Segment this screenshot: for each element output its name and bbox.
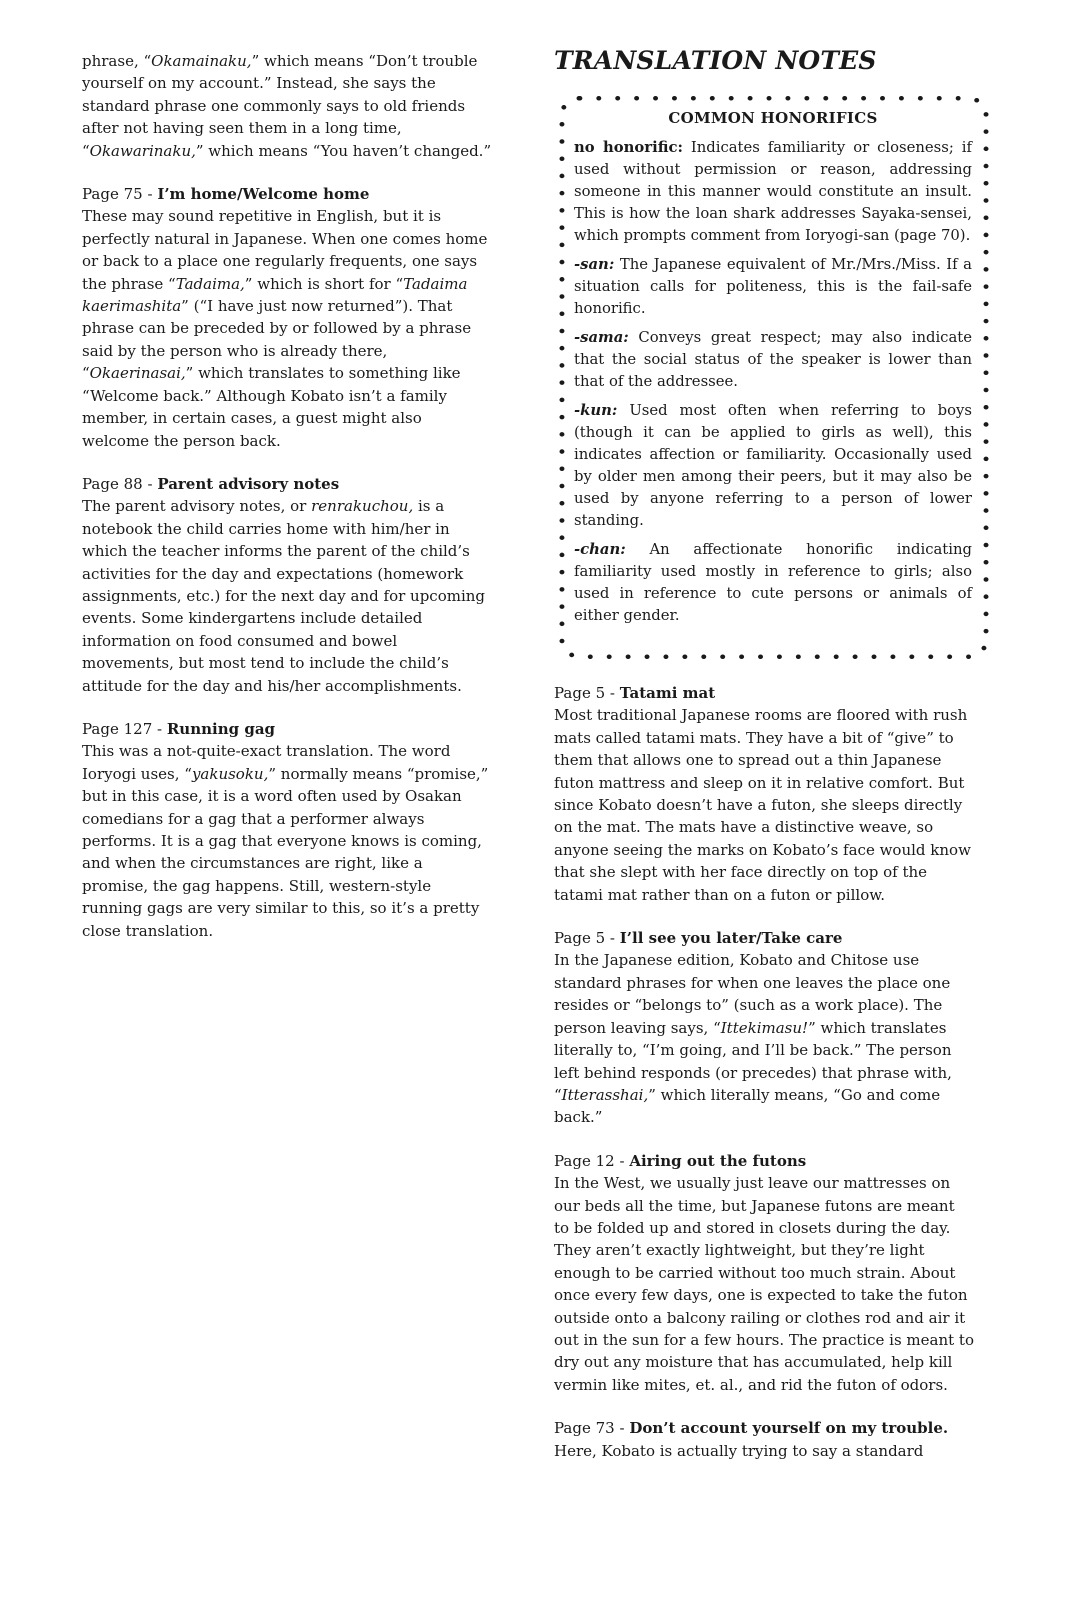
note-heading: Page 73 - Don’t account yourself on my trouble.: [554, 1419, 949, 1438]
note-heading: Page 75 - I’m home/Welcome home: [82, 185, 370, 204]
honorific-description: Indicates familiarity or closeness; if used without permission or reason, addressing someone in this manner would constitute an insult. This is how the loan shark addresses Sayaka-sensei, which prompts comment from Ioryogi-san (page 70).: [574, 139, 972, 244]
continued-paragraph: [82, 50, 492, 162]
paragraph: In the West, we usually just leave our mattresses on our beds all the time, but Japanese futons are meant to be folded up and stored in closets during the day. They aren’t exactly lightweight, but they’re light enough to be carried without too much strain. About once every few days, one is expected to take the futon outside onto a balcony railing or clothes rod and air it out in the sun for a few hours. The practice is meant to dry out any moisture that has accumulated, help kill vermin like mites, et. al., and rid the futon of odors.: [554, 1174, 974, 1394]
honorific-term: -kun:: [574, 402, 618, 419]
honorific-description: The Japanese equivalent of Mr./Mrs./Miss. If a situation calls for politeness, this is the fail-safe honorific.: [574, 256, 972, 317]
note-page-12: [554, 1150, 974, 1396]
honorific-term: -san:: [574, 256, 615, 273]
honorific-description: An affectionate honorific indicating familiarity used mostly in reference to girls; also used in reference to cute persons or animals of either gender.: [574, 541, 972, 624]
note-page-5-see-you: [554, 927, 974, 1129]
note-heading: Page 5 - Tatami mat: [554, 684, 716, 702]
honorific-description: Conveys great respect; may also indicate that the social status of the speaker is lower than that of the addressee.: [574, 329, 972, 390]
note-heading: Page 12 - Airing out the futons: [554, 1151, 807, 1170]
note-heading: Page 5 - I’ll see you later/Take care: [554, 929, 843, 948]
paragraph: These may sound repetitive in English, but it is perfectly natural in Japanese. When one comes home or back to a place one regularly frequents, one says the phrase “Tadaima,” which is short for “Tadaima kaerimashita” (“I have just now returned”). That phrase can be preceded by or followed by a phrase said by the person who is already there, “Okaerinasai,” which translates to something like “Welcome back.” Although Kobato isn’t a family member, in certain cases, a guest might also welcome the person back.: [82, 207, 488, 450]
dotted-border: [554, 91, 994, 664]
left-column: [82, 50, 492, 963]
honorific-term: no honorific:: [574, 139, 683, 156]
note-page-88: [82, 473, 492, 697]
note-page-127: [82, 718, 492, 942]
paragraph: Most traditional Japanese rooms are floored with rush mats called tatami mats. They have a bit of “give” to them that allows one to spread out a thin Japanese futon mattress and sleep on it in relative comfort. But since Kobato doesn’t have a futon, she sleeps directly on the mat. The mats have a distinctive weave, so anyone seeing the marks on Kobato’s face would know that she slept with her face directly on top of the tatami mat rather than on a futon or pillow.: [554, 706, 971, 904]
section-heading: TRANSLATION NOTES: [554, 46, 877, 75]
honorifics-box: [554, 91, 994, 664]
honorific-term: -sama:: [574, 329, 629, 346]
paragraph: This was a not-quite-exact translation. The word Ioryogi uses, “yakusoku,” normally means “promise,” but in this case, it is a word often used by Osakan comedians for a gag that a performer always performs. It is a gag that everyone knows is coming, and when the circumstances are right, like a promise, the gag happens. Still, western-style running gags are very similar to this, so it’s a pretty close translation.: [82, 742, 489, 940]
note-page-73: [554, 1417, 974, 1462]
note-heading: Page 88 - Parent advisory notes: [82, 474, 340, 493]
paragraph: The parent advisory notes, or renrakuchou, is a notebook the child carries home with him/her in which the teacher informs the parent of the child’s activities for the day and expectations (homework assignments, etc.) for the next day and for upcoming events. Some kindergartens include detailed information on food consumed and bowel movements, but most tend to include the child’s attitude for the day and his/her accomplishments.: [82, 497, 486, 695]
note-page-75: [82, 183, 492, 452]
right-column: [554, 46, 974, 1483]
honorifics-title: COMMON HONORIFICS: [668, 109, 878, 127]
note-heading: Page 127 - Running gag: [82, 719, 276, 738]
note-page-5-tatami: [554, 682, 974, 906]
paragraph: Here, Kobato is actually trying to say a standard: [554, 1441, 924, 1460]
paragraph: phrase, “Okamainaku,” which means “Don’t trouble yourself on my account.” Instead, she says the standard phrase one commonly says to old friends after not having seen them in a long time, “Okawarinaku,” which means “You haven’t changed.”: [82, 52, 492, 160]
honorific-description: Used most often when referring to boys (though it can be applied to girls as well), this indicates affection or familiarity. Occasionally used by older men among their peers, but it may also be used by anyone referring to a person of lower standing.: [574, 402, 972, 529]
honorific-term: -chan:: [574, 541, 626, 558]
paragraph: In the Japanese edition, Kobato and Chitose use standard phrases for when one leaves the place one resides or “belongs to” (such as a work place). The person leaving says, “Ittekimasu!” which translates literally to, “I’m going, and I’ll be back.” The person left behind responds (or precedes) that phrase with, “Itterasshai,” which literally means, “Go and come back.”: [554, 951, 952, 1127]
